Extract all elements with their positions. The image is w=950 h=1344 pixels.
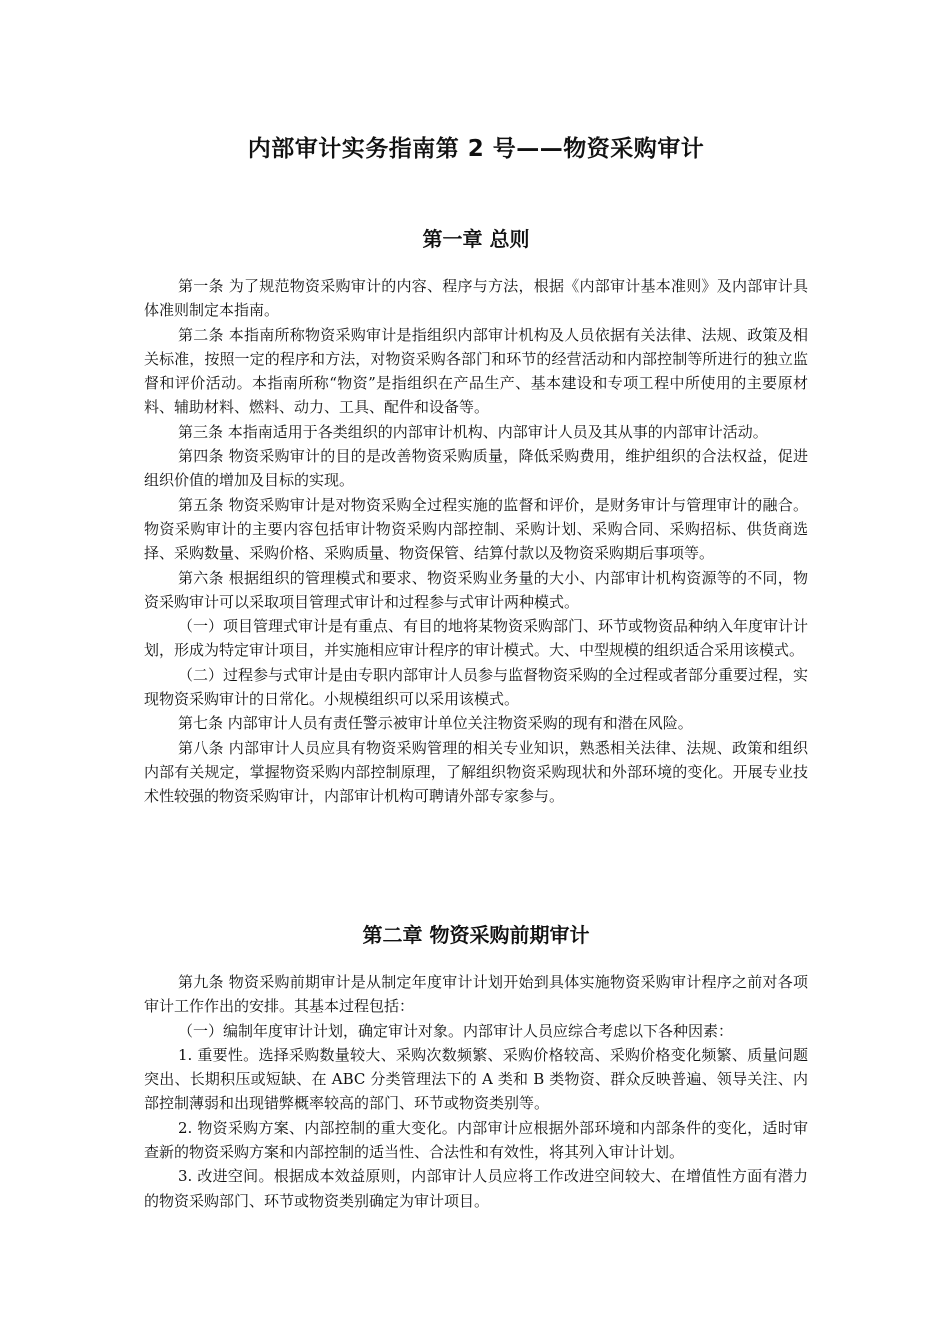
article-3: 第三条 本指南适用于各类组织的内部审计机构、内部审计人员及其从事的内部审计活动。 [178, 422, 768, 441]
article-1: 第一条 为了规范物资采购审计的内容、程序与方法，根据《内部审计基本准则》及内部审计具体准则制定本指南。 [144, 277, 808, 320]
chapter-1-body [144, 274, 808, 809]
article-5: 第五条 物资采购审计是对物资采购全过程实施的监督和评价，是财务审计与管理审计的融合。物资采购审计的主要内容包括审计物资采购内部控制、采购计划、采购合同、采购招标、供货商选择、采购数量、采购价格、采购质量、物资保管、结算付款以及物资采购期后事项等。 [144, 495, 808, 563]
article-9: 第九条 物资采购前期审计是从制定年度审计计划开始到具体实施物资采购审计程序之前对各项审计工作作出的安排。其基本过程包括： [144, 973, 808, 1016]
article-9-item-1: （一）编制年度审计计划，确定审计对象。内部审计人员应综合考虑以下各种因素： [178, 1021, 734, 1040]
chapter-1-title: 第一章 总则 [422, 227, 530, 251]
factor-1-importance: 1. 重要性。选择采购数量较大、采购次数频繁、采购价格较高、采购价格变化频繁、质量问题突出、长期积压或短缺、在 ABC 分类管理法下的 A 类和 B 类物资、群众反映普遍、领导关注、内部控制薄弱和出现错弊概率较高的部门、环节或物资类别等。 [144, 1045, 808, 1113]
article-2: 第二条 本指南所称物资采购审计是指组织内部审计机构及人员依据有关法律、法规、政策及相关标准，按照一定的程序和方法，对物资采购各部门和环节的经营活动和内部控制等所进行的独立监督和评价活动。本指南所称“物资”是指组织在产品生产、基本建设和专项工程中所使用的主要原材料、辅助材料、燃料、动力、工具、配件和设备等。 [144, 325, 808, 417]
article-7: 第七条 内部审计人员有责任警示被审计单位关注物资采购的现有和潜在风险。 [178, 714, 693, 733]
document-title: 内部审计实务指南第 2 号——物资采购审计 [247, 136, 705, 162]
chapter-2-body [144, 970, 808, 1213]
article-8: 第八条 内部审计人员应具有物资采购管理的相关专业知识，熟悉相关法律、法规、政策和组织内部有关规定，掌握物资采购内部控制原理，了解组织物资采购现状和外部环境的变化。开展专业技术性较强的物资采购审计，内部审计机构可聘请外部专家参与。 [144, 738, 808, 806]
article-6-item-1: （一）项目管理式审计是有重点、有目的地将某物资采购部门、环节或物资品种纳入年度审计计划，形成为特定审计项目，并实施相应审计程序的审计模式。大、中型规模的组织适合采用该模式。 [144, 617, 809, 660]
factor-2-major-changes: 2. 物资采购方案、内部控制的重大变化。内部审计应根据外部环境和内部条件的变化，适时审查新的物资采购方案和内部控制的适当性、合法性和有效性，将其列入审计计划。 [144, 1118, 808, 1162]
chapter-2-title: 第二章 物资采购前期审计 [362, 923, 590, 947]
factor-3-improvement-space: 3. 改进空间。根据成本效益原则，内部审计人员应将工作改进空间较大、在增值性方面有潜力的物资采购部门、环节或物资类别确定为审计项目。 [144, 1167, 808, 1210]
article-6: 第六条 根据组织的管理模式和要求、物资采购业务量的大小、内部审计机构资源等的不同，物资采购审计可以采取项目管理式审计和过程参与式审计两种模式。 [144, 568, 808, 611]
article-6-item-2: （二）过程参与式审计是由专职内部审计人员参与监督物资采购的全过程或者部分重要过程，实现物资采购审计的日常化。小规模组织可以采用该模式。 [144, 665, 809, 709]
article-4: 第四条 物资采购审计的目的是改善物资采购质量，降低采购费用，维护组织的合法权益，促进组织价值的增加及目标的实现。 [144, 447, 808, 490]
